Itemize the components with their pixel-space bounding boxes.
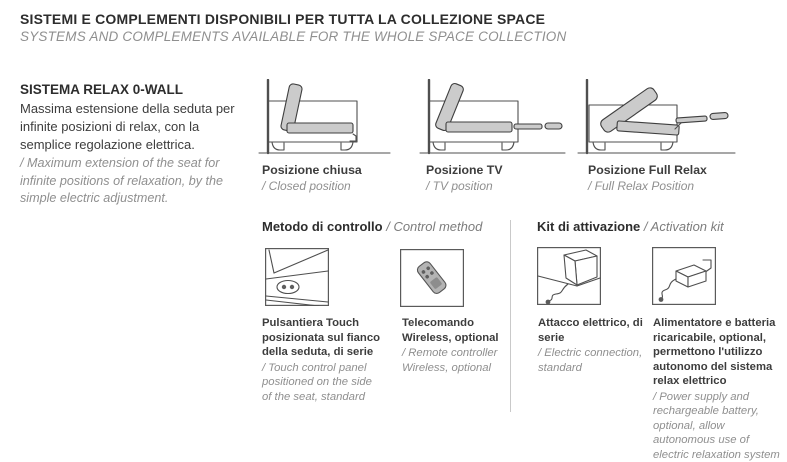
intro-body-en: / Maximum extension of the seat for infinite positions of relaxation, by the simple electric adjustment. — [20, 155, 242, 208]
item-label-it: Telecomando Wireless, optional — [402, 316, 514, 345]
seat-full-relax-diagram — [577, 79, 737, 159]
section-heading-it: Metodo di controllo — [262, 219, 383, 234]
position-label-en: / TV position — [426, 179, 503, 193]
page-subtitle: SYSTEMS AND COMPLEMENTS AVAILABLE FOR THE WHOLE SPACE COLLECTION — [20, 29, 566, 44]
item-label-en: / Electric connection, standard — [538, 346, 644, 375]
intro-block — [20, 82, 242, 208]
seat-closed-diagram — [258, 79, 392, 159]
intro-body-it: Massima estensione della seduta per infinite posizioni di relax, con la semplice regolazione elettrica. — [20, 100, 242, 154]
control-item-remote — [402, 316, 514, 375]
position-label-en: / Closed position — [262, 179, 362, 193]
touch-panel-icon — [265, 248, 329, 306]
item-label-it: Alimentatore e batteria ricaricabile, optional, permettono l'utilizzo autonomo del sistema relax elettrico — [653, 316, 783, 389]
position-label-it: Posizione chiusa — [262, 163, 362, 177]
electric-connection-icon — [537, 247, 601, 305]
item-label-en: / Remote controller Wireless, optional — [402, 346, 514, 375]
item-label-it: Pulsantiera Touch posizionata sul fianco della seduta, di serie — [262, 316, 382, 360]
power-supply-icon — [652, 247, 716, 305]
kit-item-electric-connection — [538, 316, 644, 375]
position-caption-tv — [426, 163, 503, 193]
seat-tv-diagram — [419, 79, 567, 159]
item-label-en: / Power supply and rechargeable battery, optional, allow autonomous use of electric relaxation system — [653, 390, 783, 462]
section-heading-en: / Control method — [386, 219, 482, 234]
section-heading-activation-kit — [537, 219, 724, 234]
section-heading-en: / Activation kit — [644, 219, 724, 234]
kit-item-power-supply — [653, 316, 783, 462]
position-caption-closed — [262, 163, 362, 193]
position-label-it: Posizione TV — [426, 163, 503, 177]
position-caption-full-relax — [588, 163, 707, 193]
section-divider — [510, 220, 511, 412]
position-label-en: / Full Relax Position — [588, 179, 707, 193]
item-label-it: Attacco elettrico, di serie — [538, 316, 644, 345]
page-title: SISTEMI E COMPLEMENTI DISPONIBILI PER TUTTA LA COLLEZIONE SPACE — [20, 11, 545, 27]
item-label-en: / Touch control panel positioned on the side of the seat, standard — [262, 361, 382, 405]
control-item-touch-panel — [262, 316, 382, 404]
intro-heading: SISTEMA RELAX 0-WALL — [20, 82, 242, 97]
position-label-it: Posizione Full Relax — [588, 163, 707, 177]
section-heading-it: Kit di attivazione — [537, 219, 640, 234]
section-heading-control-method — [262, 219, 482, 234]
remote-control-icon — [400, 249, 464, 307]
